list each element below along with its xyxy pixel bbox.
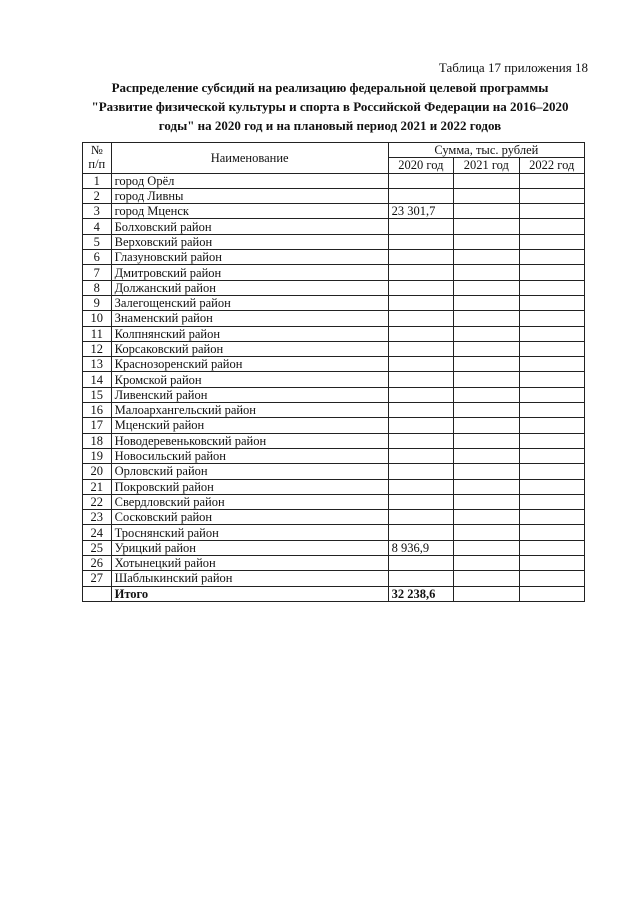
value-2020	[388, 326, 453, 341]
subsidy-table	[82, 142, 585, 602]
value-2022	[519, 219, 584, 234]
row-number: 3	[83, 204, 112, 219]
value-2020	[388, 280, 453, 295]
value-2022	[519, 280, 584, 295]
value-2022	[519, 433, 584, 448]
header-2021: 2021 год	[454, 158, 519, 173]
row-number: 24	[83, 525, 112, 540]
value-2022	[519, 234, 584, 249]
value-2021	[454, 479, 519, 494]
value-2022	[519, 311, 584, 326]
row-number: 26	[83, 556, 112, 571]
value-2022	[519, 418, 584, 433]
row-name: Троснянский район	[111, 525, 388, 540]
value-2021	[454, 433, 519, 448]
row-name: Урицкий район	[111, 540, 388, 555]
table-row	[83, 464, 585, 479]
value-2020: 8 936,9	[388, 540, 453, 555]
value-2020	[388, 265, 453, 280]
row-number: 25	[83, 540, 112, 555]
row-number: 17	[83, 418, 112, 433]
document-title: Распределение субсидий на реализацию федеральной целевой программы "Развитие физической культуры и спорта в Российской Федерации на 2016–2020 годы" на 2020 год и на плановый период 2021 и 2022 годов	[91, 80, 569, 133]
value-2020	[388, 556, 453, 571]
value-2022	[519, 448, 584, 463]
value-2021	[454, 204, 519, 219]
value-2022	[519, 586, 584, 601]
value-2020	[388, 494, 453, 509]
value-2022	[519, 326, 584, 341]
table-row	[83, 448, 585, 463]
value-2021	[454, 586, 519, 601]
header-2022: 2022 год	[519, 158, 584, 173]
value-2022	[519, 357, 584, 372]
row-number: 20	[83, 464, 112, 479]
value-2022	[519, 295, 584, 310]
row-number: 2	[83, 188, 112, 203]
value-2020	[388, 510, 453, 525]
row-number: 27	[83, 571, 112, 586]
value-2021	[454, 265, 519, 280]
row-name: Краснозоренский район	[111, 357, 388, 372]
value-2021	[454, 188, 519, 203]
table-row	[83, 387, 585, 402]
row-number: 23	[83, 510, 112, 525]
value-2020: 32 238,6	[388, 586, 453, 601]
row-number: 22	[83, 494, 112, 509]
value-2021	[454, 540, 519, 555]
row-number: 8	[83, 280, 112, 295]
row-name: город Орёл	[111, 173, 388, 188]
value-2020	[388, 311, 453, 326]
table-reference: Таблица 17 приложения 18	[438, 60, 588, 75]
value-2022	[519, 204, 584, 219]
value-2021	[454, 326, 519, 341]
value-2020	[388, 173, 453, 188]
row-number: 16	[83, 403, 112, 418]
value-2021	[454, 464, 519, 479]
header-2020: 2020 год	[388, 158, 453, 173]
table-row	[83, 265, 585, 280]
table-row	[83, 204, 585, 219]
value-2021	[454, 173, 519, 188]
value-2021	[454, 341, 519, 356]
table-row	[83, 341, 585, 356]
table-row	[83, 433, 585, 448]
table-row	[83, 403, 585, 418]
value-2022	[519, 188, 584, 203]
value-2021	[454, 234, 519, 249]
row-number	[83, 586, 112, 601]
header-sum: Сумма, тыс. рублей	[388, 143, 584, 158]
value-2021	[454, 403, 519, 418]
row-name: Дмитровский район	[111, 265, 388, 280]
value-2020	[388, 219, 453, 234]
table-row	[83, 510, 585, 525]
row-name: город Ливны	[111, 188, 388, 203]
table-row	[83, 173, 585, 188]
value-2021	[454, 448, 519, 463]
value-2022	[519, 510, 584, 525]
row-name: Итого	[111, 586, 388, 601]
table-row	[83, 540, 585, 555]
table-header-row	[83, 143, 585, 158]
table-row	[83, 372, 585, 387]
value-2020	[388, 341, 453, 356]
value-2022	[519, 173, 584, 188]
row-number: 15	[83, 387, 112, 402]
value-2022	[519, 250, 584, 265]
value-2020: 23 301,7	[388, 204, 453, 219]
value-2021	[454, 295, 519, 310]
value-2021	[454, 510, 519, 525]
row-name: город Мценск	[111, 204, 388, 219]
row-number: 14	[83, 372, 112, 387]
value-2021	[454, 219, 519, 234]
table-row	[83, 357, 585, 372]
row-number: 9	[83, 295, 112, 310]
value-2021	[454, 525, 519, 540]
value-2020	[388, 479, 453, 494]
header-number: № п/п	[83, 143, 112, 174]
value-2021	[454, 418, 519, 433]
table-row	[83, 326, 585, 341]
value-2020	[388, 387, 453, 402]
value-2020	[388, 571, 453, 586]
value-2021	[454, 250, 519, 265]
table-row	[83, 188, 585, 203]
table-row	[83, 525, 585, 540]
table-row	[83, 571, 585, 586]
value-2022	[519, 525, 584, 540]
value-2020	[388, 418, 453, 433]
table-row	[83, 250, 585, 265]
table-row	[83, 219, 585, 234]
value-2020	[388, 372, 453, 387]
value-2020	[388, 234, 453, 249]
value-2020	[388, 295, 453, 310]
value-2022	[519, 479, 584, 494]
row-number: 4	[83, 219, 112, 234]
row-name: Сосковский район	[111, 510, 388, 525]
value-2021	[454, 357, 519, 372]
row-name: Шаблыкинский район	[111, 571, 388, 586]
table-row	[83, 479, 585, 494]
table-row	[83, 295, 585, 310]
row-name: Покровский район	[111, 479, 388, 494]
row-name: Мценский район	[111, 418, 388, 433]
table-row	[83, 311, 585, 326]
row-name: Свердловский район	[111, 494, 388, 509]
row-name: Болховский район	[111, 219, 388, 234]
value-2021	[454, 571, 519, 586]
value-2022	[519, 540, 584, 555]
value-2021	[454, 494, 519, 509]
value-2020	[388, 448, 453, 463]
value-2022	[519, 556, 584, 571]
value-2022	[519, 571, 584, 586]
row-number: 5	[83, 234, 112, 249]
row-name: Глазуновский район	[111, 250, 388, 265]
table-row	[83, 234, 585, 249]
value-2020	[388, 433, 453, 448]
row-number: 19	[83, 448, 112, 463]
row-number: 1	[83, 173, 112, 188]
value-2021	[454, 280, 519, 295]
value-2021	[454, 387, 519, 402]
value-2022	[519, 387, 584, 402]
row-name: Новодеревеньковский район	[111, 433, 388, 448]
row-number: 13	[83, 357, 112, 372]
row-name: Малоархангельский район	[111, 403, 388, 418]
value-2022	[519, 494, 584, 509]
row-name: Колпнянский район	[111, 326, 388, 341]
row-name: Кромской район	[111, 372, 388, 387]
row-name: Орловский район	[111, 464, 388, 479]
row-name: Корсаковский район	[111, 341, 388, 356]
row-number: 21	[83, 479, 112, 494]
row-number: 11	[83, 326, 112, 341]
header-name: Наименование	[111, 143, 388, 174]
value-2020	[388, 464, 453, 479]
row-name: Хотынецкий район	[111, 556, 388, 571]
total-row	[83, 586, 585, 601]
row-name: Ливенский район	[111, 387, 388, 402]
row-name: Залегощенский район	[111, 295, 388, 310]
value-2020	[388, 357, 453, 372]
row-name: Должанский район	[111, 280, 388, 295]
row-number: 12	[83, 341, 112, 356]
value-2022	[519, 464, 584, 479]
value-2020	[388, 188, 453, 203]
table-row	[83, 556, 585, 571]
table-row	[83, 280, 585, 295]
row-name: Новосильский район	[111, 448, 388, 463]
table-row	[83, 418, 585, 433]
value-2022	[519, 265, 584, 280]
row-name: Верховский район	[111, 234, 388, 249]
value-2020	[388, 525, 453, 540]
value-2021	[454, 372, 519, 387]
value-2022	[519, 403, 584, 418]
value-2021	[454, 311, 519, 326]
row-number: 7	[83, 265, 112, 280]
value-2021	[454, 556, 519, 571]
row-number: 18	[83, 433, 112, 448]
value-2022	[519, 341, 584, 356]
table-row	[83, 494, 585, 509]
row-number: 10	[83, 311, 112, 326]
value-2022	[519, 372, 584, 387]
row-number: 6	[83, 250, 112, 265]
value-2020	[388, 250, 453, 265]
value-2020	[388, 403, 453, 418]
row-name: Знаменский район	[111, 311, 388, 326]
